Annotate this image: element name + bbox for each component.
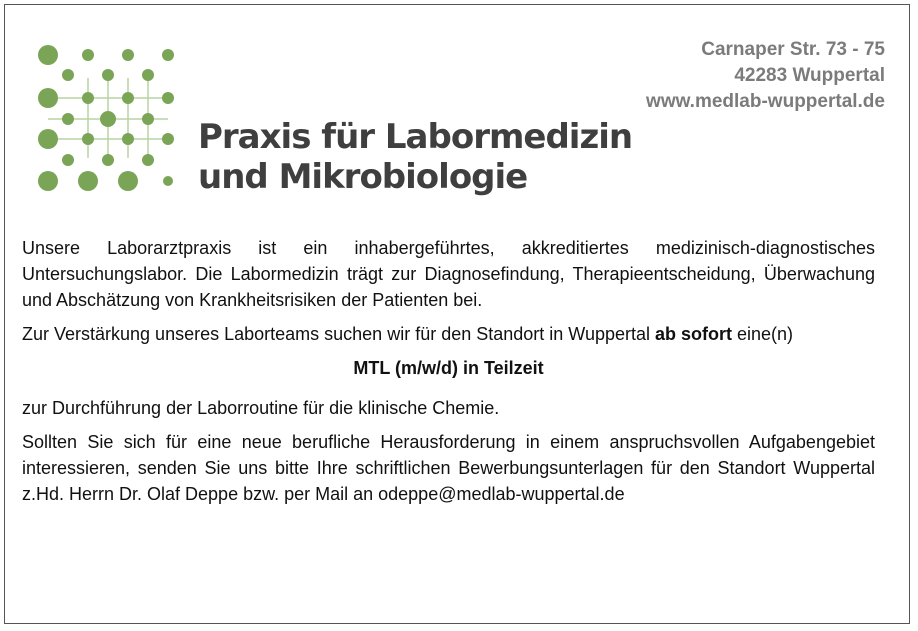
ad-body: [22, 235, 875, 515]
search-text-end: eine(n): [732, 324, 794, 344]
apply-paragraph: Sollten Sie sich für eine neue berufliche Herausforderung in einem anspruchsvollen Aufgabengebiet interessieren, senden Sie uns bitte Ihre schriftlichen Bewerbungsunterlagen für den Standort Wuppertal z.Hd. Herrn Dr. Olaf Deppe bzw. per Mail an odeppe@medlab-wuppertal.de: [22, 432, 875, 504]
intro-paragraph: Unsere Laborarztpraxis ist ein inhabergeführtes, akkreditiertes medizinisch-diagnostisches Untersuchungslabor. Die Labormedizin trägt zur Diagnosefindung, Therapieentscheidung, Überwachung und Abschätzung von Krankheitsrisiken der Patienten bei.: [22, 238, 875, 310]
address-city: 42283 Wuppertal: [734, 65, 885, 86]
address-block: [646, 37, 885, 115]
company-name-line1: Praxis für Labormedizin: [198, 117, 633, 157]
lab-logo-icon: [33, 43, 183, 198]
task-paragraph: zur Durchführung der Laborroutine für die klinische Chemie.: [22, 398, 500, 418]
start-date-highlight: ab sofort: [655, 324, 733, 344]
address-street: Carnaper Str. 73 - 75: [701, 39, 885, 60]
company-name-line2: und Mikrobiologie: [198, 157, 528, 197]
position-title: MTL (m/w/d) in Teilzeit: [353, 358, 544, 378]
job-advertisement: [4, 4, 910, 624]
search-text: Zur Verstärkung unseres Laborteams suchen wir für den Standort in Wuppertal: [22, 324, 655, 344]
search-paragraph: [22, 321, 875, 347]
website-link[interactable]: www.medlab-wuppertal.de: [646, 91, 885, 112]
company-name: [198, 117, 632, 197]
